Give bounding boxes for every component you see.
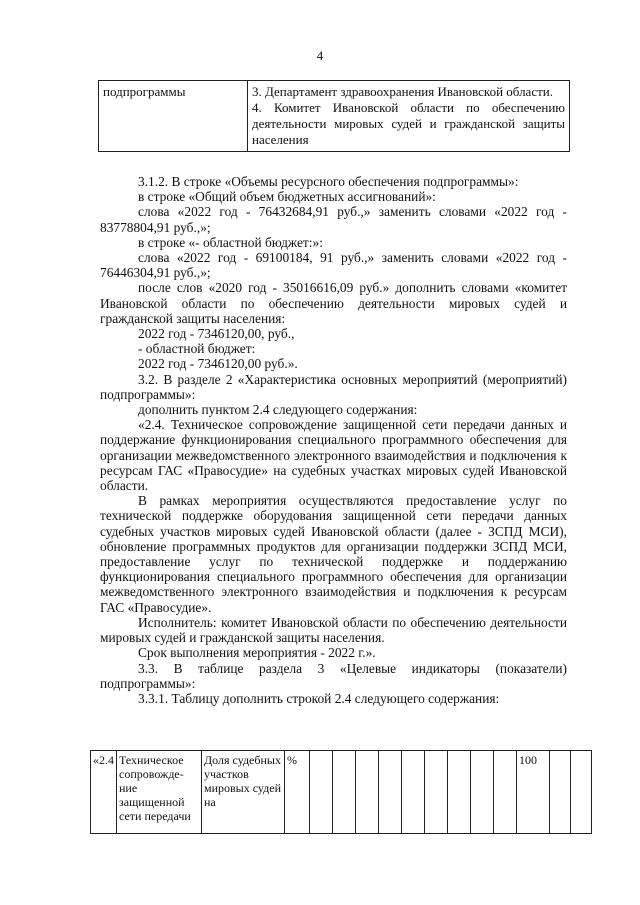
bottom-empty-cell — [402, 751, 425, 834]
paragraph: - областной бюджет: — [138, 341, 256, 357]
paragraph: Срок выполнения мероприятия - 2022 г.». — [138, 645, 376, 661]
bottom-empty-cell — [448, 751, 471, 834]
paragraph: 2022 год - 7346120,00, руб., — [138, 326, 295, 342]
paragraph: Исполнитель: комитет Ивановской области по обеспечению деятельности мировых судей и гражданской защиты населения. — [100, 614, 567, 646]
bottom-empty-cell — [494, 751, 517, 834]
top-table-line: 4. Комитет Ивановской области по обеспечению деятельности мировых судей и гражданской защиты населения — [252, 100, 565, 147]
paragraph: после слов «2020 год - 35016616,09 руб.» дополнить словами «комитет Ивановской области по обеспечению деятельности мировых судей и гражданской защиты населения: — [100, 280, 567, 326]
bottom-unit-cell: % — [285, 751, 310, 834]
paragraph: В рамках мероприятия осуществляются предоставление услуг по технической поддержке оборудования защищенной сети передачи данных судебных участков мировых судей Ивановской области (далее - ЗСПД МСИ), обновление программных продуктов для организации поддержки ЗСПД МСИ, предоставление услуг по технической поддержке и поддержанию функционирования специального программного обеспечения для организации межведомственного электронного взаимодействия и подключения к ресурсам ГАС «Правосудие». — [100, 493, 567, 615]
bottom-empty-cell — [550, 751, 571, 834]
paragraph: 3.2. В разделе 2 «Характеристика основных мероприятий (мероприятий) подпрограммы»: — [100, 371, 567, 402]
page-number: 4 — [316, 48, 324, 63]
bottom-name-cell: Техническое сопровожде-ние защищенной сети передачи — [117, 751, 202, 834]
top-table-right-cell — [248, 81, 570, 152]
paragraph: 3.3. В таблице раздела 3 «Целевые индикаторы (показатели) подпрограммы»: — [100, 660, 567, 691]
bottom-empty-cell — [310, 751, 333, 834]
paragraph: слова «2022 год - 69100184, 91 руб.,» заменить словами «2022 год - 76446304,91 руб.,»; — [100, 250, 567, 281]
paragraph: слова «2022 год - 76432684,91 руб.,» заменить словами «2022 год - 83778804,91 руб.,»; — [100, 204, 567, 235]
paragraph: дополнить пунктом 2.4 следующего содержания: — [138, 402, 418, 418]
bottom-table — [90, 750, 592, 834]
bottom-empty-cell — [425, 751, 448, 834]
bottom-empty-cell — [379, 751, 402, 834]
paragraph: «2.4. Техническое сопровождение защищенной сети передачи данных и поддержание функционирования специального программного обеспечения для организации межведомственного электронного взаимодействия и подключения к ресурсам ГАС «Правосудие» на судебных участках мировых судей Ивановской области. — [100, 417, 567, 494]
bottom-empty-cell — [571, 751, 592, 834]
bottom-empty-cell — [356, 751, 379, 834]
bottom-indicator-cell: Доля судебных участков мировых судей на — [202, 751, 285, 834]
paragraph: 3.1.2. В строке «Объемы ресурсного обеспечения подпрограммы»: — [138, 174, 519, 189]
document-body — [100, 174, 567, 706]
paragraph: в строке «Общий объем бюджетных ассигнований»: — [138, 189, 436, 205]
top-table — [98, 80, 570, 152]
bottom-empty-cell — [471, 751, 494, 834]
top-table-left-cell: подпрограммы — [99, 81, 248, 152]
bottom-row-number: «2.4 — [91, 751, 117, 834]
paragraph: 3.3.1. Таблицу дополнить строкой 2.4 следующего содержания: — [138, 690, 500, 706]
paragraph: 2022 год - 7346120,00 руб.». — [138, 356, 298, 372]
paragraph: в строке «- областной бюджет:»: — [138, 234, 323, 250]
top-table-line: 3. Департамент здравоохранения Ивановской области. — [252, 84, 553, 99]
bottom-value-cell: 100 — [517, 751, 550, 834]
bottom-empty-cell — [333, 751, 356, 834]
